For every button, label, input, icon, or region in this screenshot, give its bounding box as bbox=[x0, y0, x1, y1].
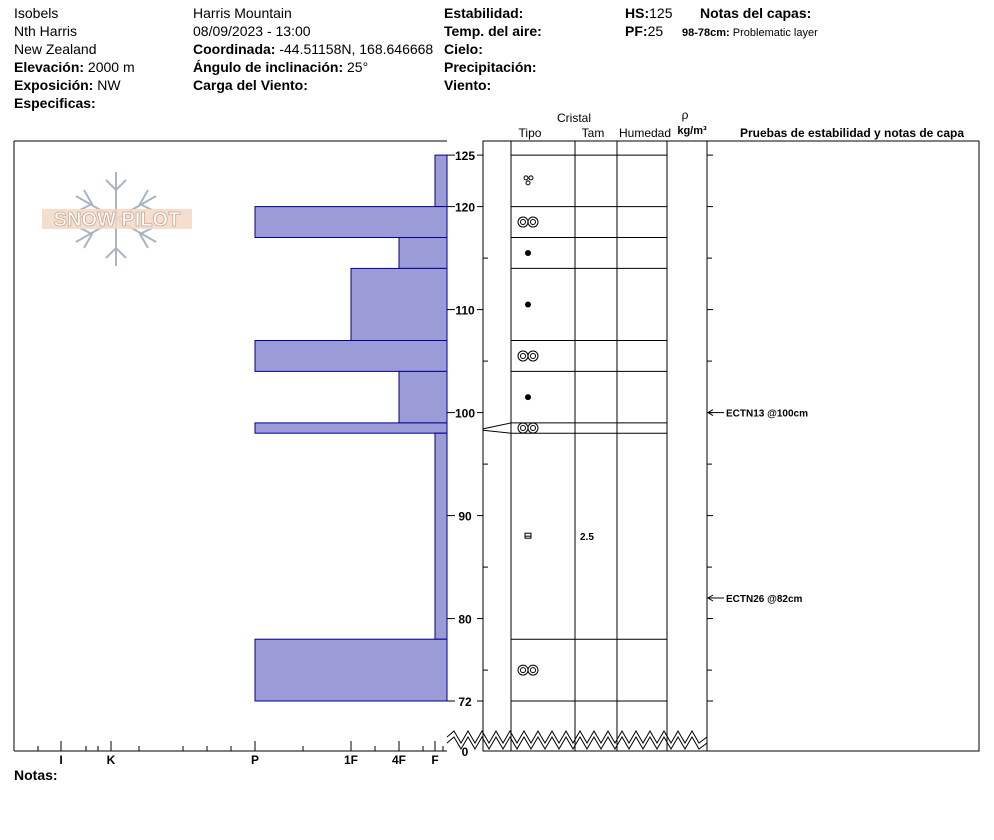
crystal-symbol-melt-freeze-1 bbox=[518, 217, 538, 227]
height-tick-label-125: 125 bbox=[454, 149, 476, 164]
crystal-ring-outer-8-0 bbox=[518, 665, 528, 675]
hardness-bar-2 bbox=[399, 238, 447, 269]
height-tick-label-110: 110 bbox=[455, 303, 475, 318]
tests-frame bbox=[707, 141, 979, 751]
country-name: New Zealand bbox=[14, 41, 97, 57]
height-tick-label-100: 100 bbox=[454, 406, 476, 421]
hardness-bar-8 bbox=[255, 639, 447, 701]
hardness-tick-label-4F: 4F bbox=[391, 753, 407, 767]
hardness-bar-1 bbox=[255, 207, 447, 238]
slope-label: Ángulo de inclinación: bbox=[193, 59, 344, 75]
size-header: Tam bbox=[581, 126, 605, 140]
crystal-ring-inner-6-1 bbox=[531, 426, 536, 431]
crystal-symbol-rounded-0 bbox=[524, 176, 533, 185]
crystal-header: Cristal bbox=[556, 111, 592, 125]
hardness-bar-4 bbox=[255, 341, 447, 372]
crystal-symbol-depth-hoar-7 bbox=[525, 533, 531, 538]
wind-label: Viento: bbox=[444, 77, 492, 93]
crystal-ring-inner-4-1 bbox=[531, 353, 536, 358]
crystal-dot-a-0 bbox=[524, 176, 528, 180]
crystal-ring-outer-1-1 bbox=[528, 217, 538, 227]
hardness-tick-label-F: F bbox=[431, 753, 439, 767]
height-tick-label-0: 0 bbox=[461, 745, 469, 759]
crystal-ring-inner-8-0 bbox=[521, 668, 526, 673]
elevation-label: Elevación: bbox=[14, 59, 85, 75]
crystal-ring-outer-6-0 bbox=[518, 423, 528, 433]
coord-value: -44.51158N, 168.646668 bbox=[279, 41, 434, 57]
logo-text: SNOW PILOT bbox=[53, 209, 181, 231]
height-tick-label-72: 72 bbox=[458, 695, 472, 709]
tests-header: Pruebas de estabilidad y notas de capa bbox=[739, 126, 965, 140]
crystal-ring-inner-1-1 bbox=[531, 220, 536, 225]
hs-value: 125 bbox=[649, 5, 673, 21]
crystal-ring-outer-8-1 bbox=[528, 665, 538, 675]
height-tick-label-80: 80 bbox=[458, 612, 472, 627]
crystal-symbol-ice-5 bbox=[525, 394, 531, 400]
crystal-ring-inner-1-0 bbox=[521, 220, 526, 225]
notes-label: Notas: bbox=[14, 767, 58, 783]
crystal-ring-outer-1-0 bbox=[518, 217, 528, 227]
layer-connector-99 bbox=[483, 423, 511, 429]
elevation-value: 2000 m bbox=[87, 59, 135, 75]
layer-note-range: 98-78cm: bbox=[682, 27, 730, 39]
crystal-dot-3 bbox=[525, 301, 531, 307]
hardness-tick-label-I: I bbox=[59, 753, 63, 767]
sky-label: Cielo: bbox=[444, 41, 483, 57]
location-name: Harris Mountain bbox=[193, 5, 292, 21]
test-label-0: ECTN13 @100cm bbox=[726, 408, 809, 420]
observer-name: Isobels bbox=[14, 5, 59, 21]
hardness-bar-7 bbox=[435, 433, 447, 639]
crystal-symbol-ice-2 bbox=[525, 250, 531, 256]
height-tick-label-120: 120 bbox=[454, 200, 476, 215]
hardness-bar-5 bbox=[399, 371, 447, 423]
crystal-ring-inner-8-1 bbox=[531, 668, 536, 673]
crystal-symbol-melt-freeze-6 bbox=[518, 423, 538, 433]
crystal-size-7: 2.5 bbox=[580, 532, 594, 544]
layer-note-text: Problematic layer bbox=[732, 27, 818, 39]
crystal-symbol-melt-freeze-4 bbox=[518, 351, 538, 361]
specifics-label: Especificas: bbox=[14, 95, 96, 111]
crystal-ring-outer-6-1 bbox=[528, 423, 538, 433]
test-label-1: ECTN26 @82cm bbox=[726, 594, 803, 605]
density-unit-header: kg/m³ bbox=[677, 125, 707, 137]
hardness-tick-label-1F: 1F bbox=[343, 753, 359, 767]
hardness-bar-3 bbox=[351, 268, 447, 340]
hardness-bar-0 bbox=[435, 155, 447, 207]
crystal-dot-2 bbox=[525, 250, 531, 256]
crystal-dot-c-0 bbox=[526, 181, 530, 185]
pf-label: PF: bbox=[625, 23, 648, 39]
hardness-tick-label-P: P bbox=[250, 753, 260, 767]
pf-value: 25 bbox=[647, 23, 664, 39]
air-temp-label: Temp. del aire: bbox=[444, 23, 542, 39]
crystal-dot-5 bbox=[525, 394, 531, 400]
hardness-bar-6 bbox=[255, 423, 447, 433]
slope-value: 25° bbox=[347, 59, 369, 75]
coord-label: Coordinada: bbox=[193, 41, 276, 57]
crystal-ring-outer-4-1 bbox=[528, 351, 538, 361]
aspect-label: Exposición: bbox=[14, 77, 94, 93]
type-header: Tipo bbox=[518, 126, 542, 140]
moisture-header: Humedad bbox=[618, 126, 672, 140]
stability-label: Estabilidad: bbox=[444, 5, 524, 21]
hardness-tick-label-K: K bbox=[106, 753, 116, 767]
hs-label: HS: bbox=[625, 5, 650, 21]
crystal-ring-inner-6-0 bbox=[521, 426, 526, 431]
height-tick-label-90: 90 bbox=[458, 509, 472, 524]
crystal-ring-outer-4-0 bbox=[518, 351, 528, 361]
wind-load-label: Carga del Viento: bbox=[193, 77, 308, 93]
crystal-dot-b-0 bbox=[529, 176, 533, 180]
rho-header: ρ bbox=[681, 108, 689, 122]
precip-label: Precipitación: bbox=[444, 59, 537, 75]
region-name: Nth Harris bbox=[14, 23, 78, 39]
crystal-table-frame bbox=[483, 141, 707, 751]
aspect-value: NW bbox=[97, 77, 121, 93]
crystal-symbol-ice-3 bbox=[525, 301, 531, 307]
layer-connector-98 bbox=[483, 430, 511, 433]
crystal-symbol-melt-freeze-8 bbox=[518, 665, 538, 675]
observation-datetime: 08/09/2023 - 13:00 bbox=[193, 23, 311, 39]
layer-notes-title: Notas del capas: bbox=[700, 5, 812, 21]
crystal-ring-inner-4-0 bbox=[521, 353, 526, 358]
